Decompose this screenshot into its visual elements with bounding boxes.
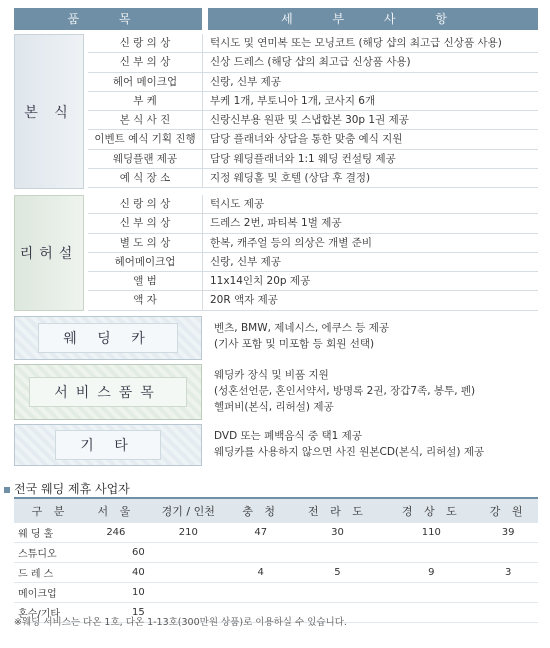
table-row [88,272,538,291]
header-detail: 세 부 사 항 [208,8,538,30]
table-row [88,169,538,188]
description-line: 벤츠, BMW, 제네시스, 에쿠스 등 제공 [214,322,390,334]
table-cell: 5 [291,563,385,583]
section-label: 기 타 [55,430,161,460]
row-key: 신 랑 의 상 [88,34,203,52]
table-row [88,34,538,53]
table-row [88,73,538,92]
description-line: (성혼선언문, 혼인서약서, 방명록 2권, 장갑7족, 봉투, 펜) [214,385,476,397]
row-value: 담당 웨딩플래너와 1:1 웨딩 컨설팅 제공 [210,152,396,165]
square-bullet-icon [4,487,10,493]
table-cell [291,543,385,563]
table-cell [231,583,291,603]
table-cell [146,583,231,603]
row-key: 부 케 [88,92,203,110]
table-cell: 110 [384,523,478,543]
table-row [88,92,538,111]
row-value: 신상 드레스 (해당 샵의 최고급 신상품 사용) [210,56,411,69]
table-cell: 3 [478,563,538,583]
table-cell: 39 [478,523,538,543]
table-row [88,234,538,253]
table-cell: 4 [231,563,291,583]
group-rows [88,195,538,311]
section-description [214,428,484,460]
row-label: 웨 딩 홀 [14,523,86,543]
row-label: 메이크업 [14,583,86,603]
row-value: 20R 액자 제공 [210,294,278,307]
column-header: 서 울 [86,498,146,523]
table-cell: 246 [86,523,146,543]
table-cell [384,543,478,563]
row-value: 한복, 캐주얼 등의 의상은 개별 준비 [210,236,373,249]
footnote: ※웨딩 서비스는 다온 1호, 다온 1-13호(300만원 상품)로 이용하실 수 있습니다. [14,617,347,628]
table-cell [384,583,478,603]
table-cell: 40 [86,563,146,583]
row-key: 웨딩플랜 제공 [88,150,203,168]
row-value: 11x14인치 20p 제공 [210,275,311,288]
column-header: 경기 / 인천 [146,498,231,523]
group-label: 리허설 [14,195,84,311]
table-row [88,130,538,149]
table-row [14,523,538,543]
row-key: 예 식 장 소 [88,169,203,187]
row-label: 혼수/기타 [14,603,86,623]
column-header: 전 라 도 [291,498,385,523]
table-header-row [14,498,538,523]
row-key: 앨 범 [88,272,203,290]
partners-title [4,480,130,497]
table-cell [291,583,385,603]
row-value: 턱시도 및 연미복 또는 모닝코트 (해당 샵의 최고급 신상품 사용) [210,37,502,49]
table-cell: 60 [86,543,146,563]
row-label: 스튜디오 [14,543,86,563]
header-item: 품 목 [14,8,202,30]
table-cell: 30 [291,523,385,543]
section-etc [14,424,202,466]
row-value: 턱시도 제공 [210,198,265,210]
column-header: 구 분 [14,498,86,523]
description-line: DVD 또는 폐백음식 중 택1 제공 [214,430,362,442]
table-row [88,214,538,233]
group-main-ceremony [14,34,538,189]
partners-table [14,497,538,623]
row-key: 신 부 의 상 [88,53,203,71]
row-key: 헤어 메이크업 [88,73,203,91]
column-header: 경 상 도 [384,498,478,523]
table-row [88,291,538,310]
table-cell: 15 [86,603,146,623]
section-wedding-car [14,316,202,360]
column-header: 충 청 [231,498,291,523]
table-cell [231,543,291,563]
table-cell [146,543,231,563]
description-line: 웨딩카 장식 및 비품 지원 [214,369,329,381]
table-cell [478,583,538,603]
table-cell [146,563,231,583]
table-cell [478,543,538,563]
section-label: 서비스품목 [29,377,187,407]
table-row [88,111,538,130]
group-rows [88,34,538,188]
group-label: 본 식 [14,34,84,189]
row-value: 담당 플래너와 상담을 통한 맞춤 예식 지원 [210,133,403,146]
description-line: 웨딩카를 사용하지 않으면 사진 원본CD(본식, 리허설) 제공 [214,446,485,458]
row-key: 헤어메이크업 [88,253,203,271]
partners-title-text: 전국 웨딩 제휴 사업자 [14,482,130,496]
row-key: 별 도 의 상 [88,234,203,252]
group-rehearsal [14,195,538,311]
section-description [214,367,475,415]
table-row [88,150,538,169]
row-value: 드레스 2번, 파티복 1벌 제공 [210,217,342,230]
row-key: 신 랑 의 상 [88,195,203,213]
column-header: 강 원 [478,498,538,523]
row-key: 본 식 사 진 [88,111,203,129]
table-cell [384,603,478,623]
table-cell: 10 [86,583,146,603]
table-row [88,253,538,272]
row-value: 부케 1개, 부토니아 1개, 코사지 6개 [210,94,376,107]
row-key: 이벤트 예식 기획 진행 [88,130,203,148]
row-key: 신 부 의 상 [88,214,203,232]
section-services [14,364,202,420]
section-description [214,320,389,352]
row-value: 신랑, 신부 제공 [210,75,281,88]
row-value: 신랑신부용 원판 및 스냅합본 30p 1권 제공 [210,114,409,127]
row-value: 지정 웨딩홀 및 호텔 (상담 후 결정) [210,172,371,185]
table-row [14,583,538,603]
table-cell [478,603,538,623]
section-label: 웨 딩 카 [38,323,177,353]
row-key: 액 자 [88,291,203,309]
table-row [14,563,538,583]
row-value: 신랑, 신부 제공 [210,255,281,268]
table-cell: 9 [384,563,478,583]
description-line: 헬퍼비(본식, 리허설) 제공 [214,401,334,413]
table-row [88,53,538,72]
table-cell: 210 [146,523,231,543]
description-line: (기사 포함 및 미포함 등 회원 선택) [214,338,375,350]
table-row [88,195,538,214]
table-row [14,543,538,563]
row-label: 드 레 스 [14,563,86,583]
table-cell: 47 [231,523,291,543]
